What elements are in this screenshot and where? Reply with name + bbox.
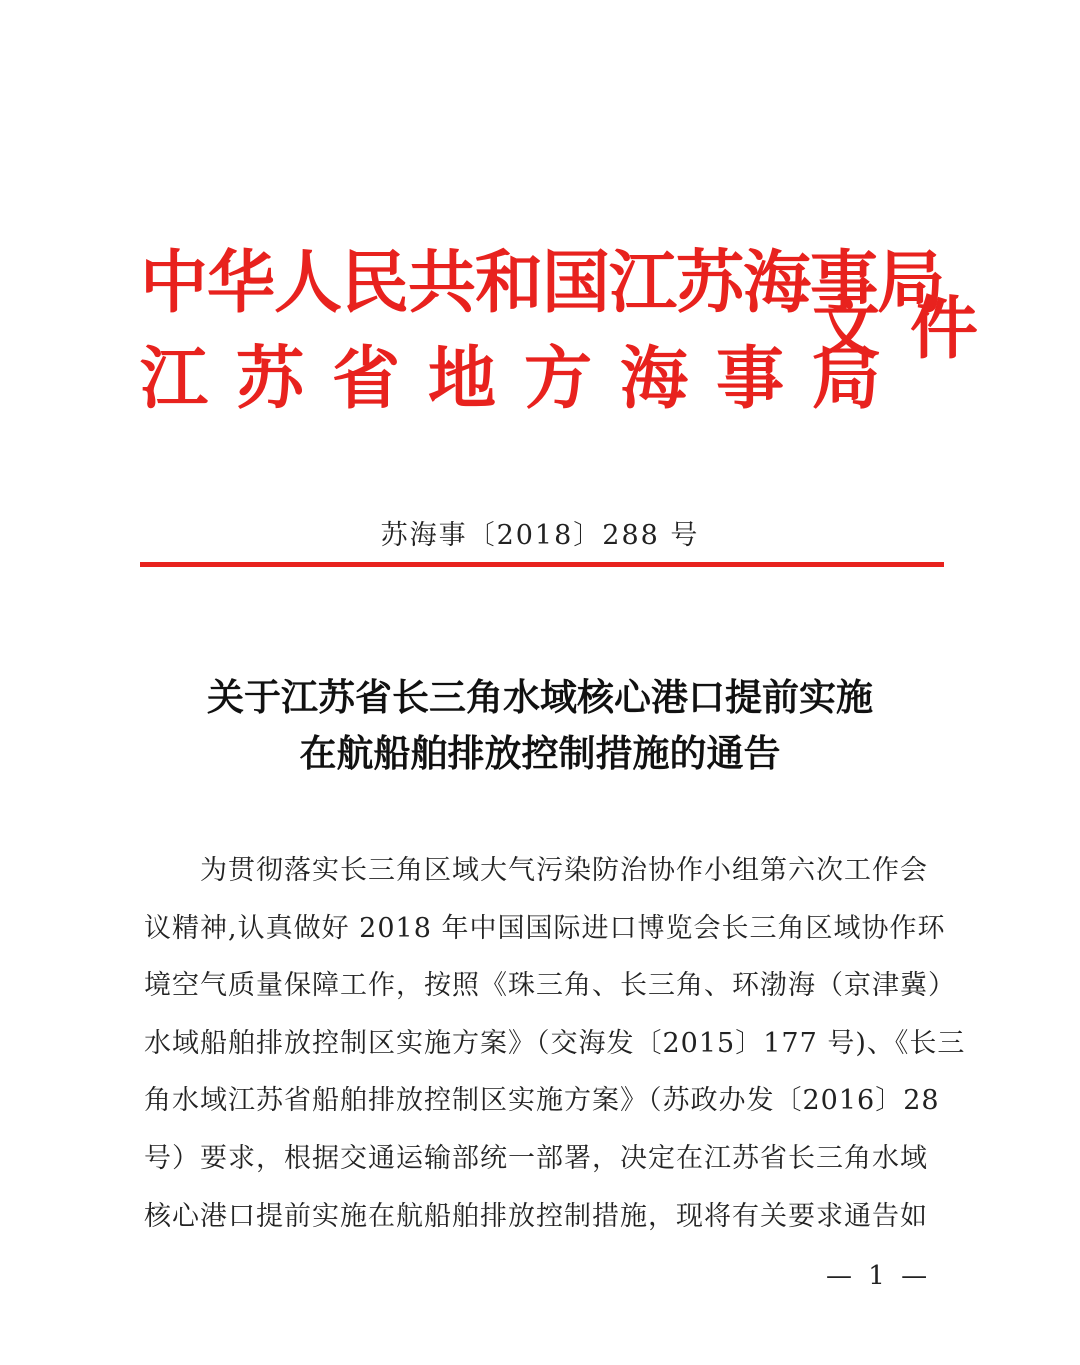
body-line-4: 水域船舶排放控制区实施方案》（交海发〔2015〕177 号)、《长三 — [144, 1027, 966, 1059]
body-line-1: 为贯彻落实长三角区域大气污染防治协作小组第六次工作会 — [200, 855, 928, 886]
notice-title — [0, 670, 1080, 782]
body-line-3: 境空气质量保障工作，按照《珠三角、长三角、环渤海（京津冀） — [144, 970, 956, 1002]
body-line-7: 核心港口提前实施在航船舶排放控制措施，现将有关要求通告如 — [144, 1200, 928, 1232]
document-type-label: 文件 — [812, 290, 1009, 369]
red-divider-line — [140, 562, 944, 567]
notice-body — [144, 842, 966, 1245]
notice-title-line-1: 关于江苏省长三角水域核心港口提前实施 — [207, 676, 873, 719]
page-number: — 1 — — [826, 1261, 932, 1291]
notice-title-line-2: 在航船舶排放控制措施的通告 — [299, 732, 781, 775]
body-line-2: 议精神,认真做好 2018 年中国国际进口博览会长三角区域协作环 — [144, 912, 946, 944]
document-number: 苏海事〔2018〕288 号 — [380, 520, 700, 551]
org-name-jiangsu-msa: 中华人民共和国江苏海事局 — [140, 244, 945, 323]
org-name-jiangsu-local-msa: 江苏省地方海事局 — [140, 340, 909, 419]
body-line-6: 号）要求，根据交通运输部统一部署，决定在江苏省长三角水域 — [144, 1142, 928, 1174]
body-line-5: 角水域江苏省船舶排放控制区实施方案》（苏政办发〔2016〕28 — [144, 1085, 940, 1117]
